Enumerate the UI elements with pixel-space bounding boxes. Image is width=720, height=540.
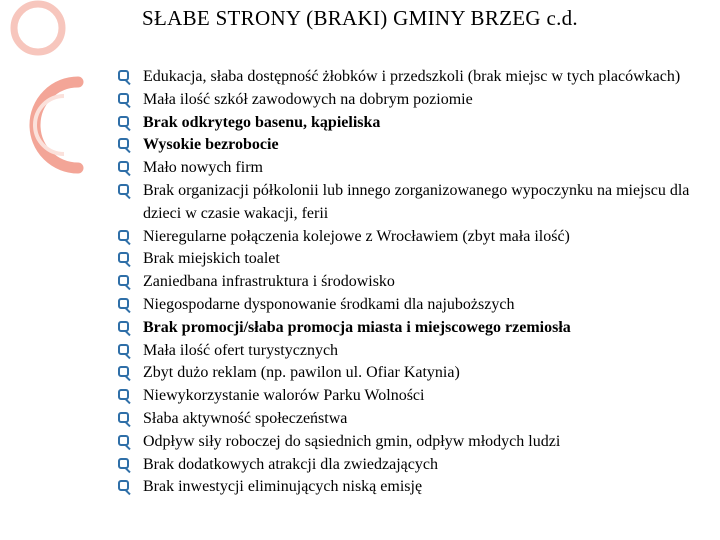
square-q-bullet-icon xyxy=(118,435,129,446)
list-item-text: Zaniedbana infrastruktura i środowisko xyxy=(143,273,395,291)
list-item xyxy=(118,385,698,408)
weakness-list xyxy=(118,66,698,499)
list-item-text: Brak dodatkowych atrakcji dla zwiedzających xyxy=(143,455,438,473)
list-item xyxy=(118,226,698,249)
list-item xyxy=(118,89,698,112)
list-item xyxy=(118,317,698,340)
list-item xyxy=(118,294,698,317)
list-item xyxy=(118,408,698,431)
square-q-bullet-icon xyxy=(118,138,129,149)
list-item xyxy=(118,66,698,89)
square-q-bullet-icon xyxy=(118,116,129,127)
list-item-text: Odpływ siły roboczej do sąsiednich gmin, odpływ młodych ludzi xyxy=(143,432,561,450)
list-item xyxy=(118,454,698,477)
list-item-text: Edukacja, słaba dostępność żłobków i przedszkoli (brak miejsc w tych placówkach) xyxy=(143,68,681,85)
square-q-bullet-icon xyxy=(118,480,129,491)
square-q-bullet-icon xyxy=(118,184,129,195)
list-item-text: Mała ilość ofert turystycznych xyxy=(143,341,339,359)
list-item xyxy=(118,112,698,135)
square-q-bullet-icon xyxy=(118,230,129,241)
list-item-text: Brak miejskich toalet xyxy=(143,250,280,268)
list-item-text: Nieregularne połączenia kolejowe z Wrocławiem (zbyt mała ilość) xyxy=(143,227,570,245)
list-item xyxy=(118,157,698,180)
list-item-text: Niegospodarne dysponowanie środkami dla najuboższych xyxy=(143,295,515,313)
list-item xyxy=(118,476,698,499)
list-item xyxy=(118,134,698,157)
list-item xyxy=(118,271,698,294)
list-item xyxy=(118,340,698,363)
list-item xyxy=(118,180,698,226)
square-q-bullet-icon xyxy=(118,70,129,81)
square-q-bullet-icon xyxy=(118,366,129,377)
list-item xyxy=(118,362,698,385)
list-item-text: Zbyt dużo reklam (np. pawilon ul. Ofiar Katynia) xyxy=(143,364,460,382)
square-q-bullet-icon xyxy=(118,321,129,332)
list-item-text: Brak odkrytego basenu, kąpieliska xyxy=(143,113,381,131)
square-q-bullet-icon xyxy=(118,93,129,104)
list-item-text: Słaba aktywność społeczeństwa xyxy=(143,409,348,427)
list-item-text: Brak organizacji półkolonii lub innego zorganizowanego wypoczynku na miejscu dla dzieci w czasie wakacji, ferii xyxy=(143,181,690,222)
list-item-text: Mało nowych firm xyxy=(143,159,263,177)
square-q-bullet-icon xyxy=(118,298,129,309)
square-q-bullet-icon xyxy=(118,275,129,286)
page-title: SŁABE STRONY (BRAKI) GMINY BRZEG c.d. xyxy=(142,6,578,30)
list-item-text: Brak promocji/słaba promocja miasta i miejscowego rzemiosła xyxy=(143,318,571,336)
square-q-bullet-icon xyxy=(118,412,129,423)
square-q-bullet-icon xyxy=(118,252,129,263)
list-item-text: Wysokie bezrobocie xyxy=(143,136,279,154)
square-q-bullet-icon xyxy=(118,389,129,400)
square-q-bullet-icon xyxy=(118,344,129,355)
list-item xyxy=(118,248,698,271)
list-item-text: Niewykorzystanie walorów Parku Wolności xyxy=(143,387,425,405)
square-q-bullet-icon xyxy=(118,458,129,469)
list-item-text: Mała ilość szkół zawodowych na dobrym poziomie xyxy=(143,90,473,108)
list-item-text: Brak inwestycji eliminujących niską emisję xyxy=(143,478,423,496)
list-item xyxy=(118,431,698,454)
square-q-bullet-icon xyxy=(118,161,129,172)
